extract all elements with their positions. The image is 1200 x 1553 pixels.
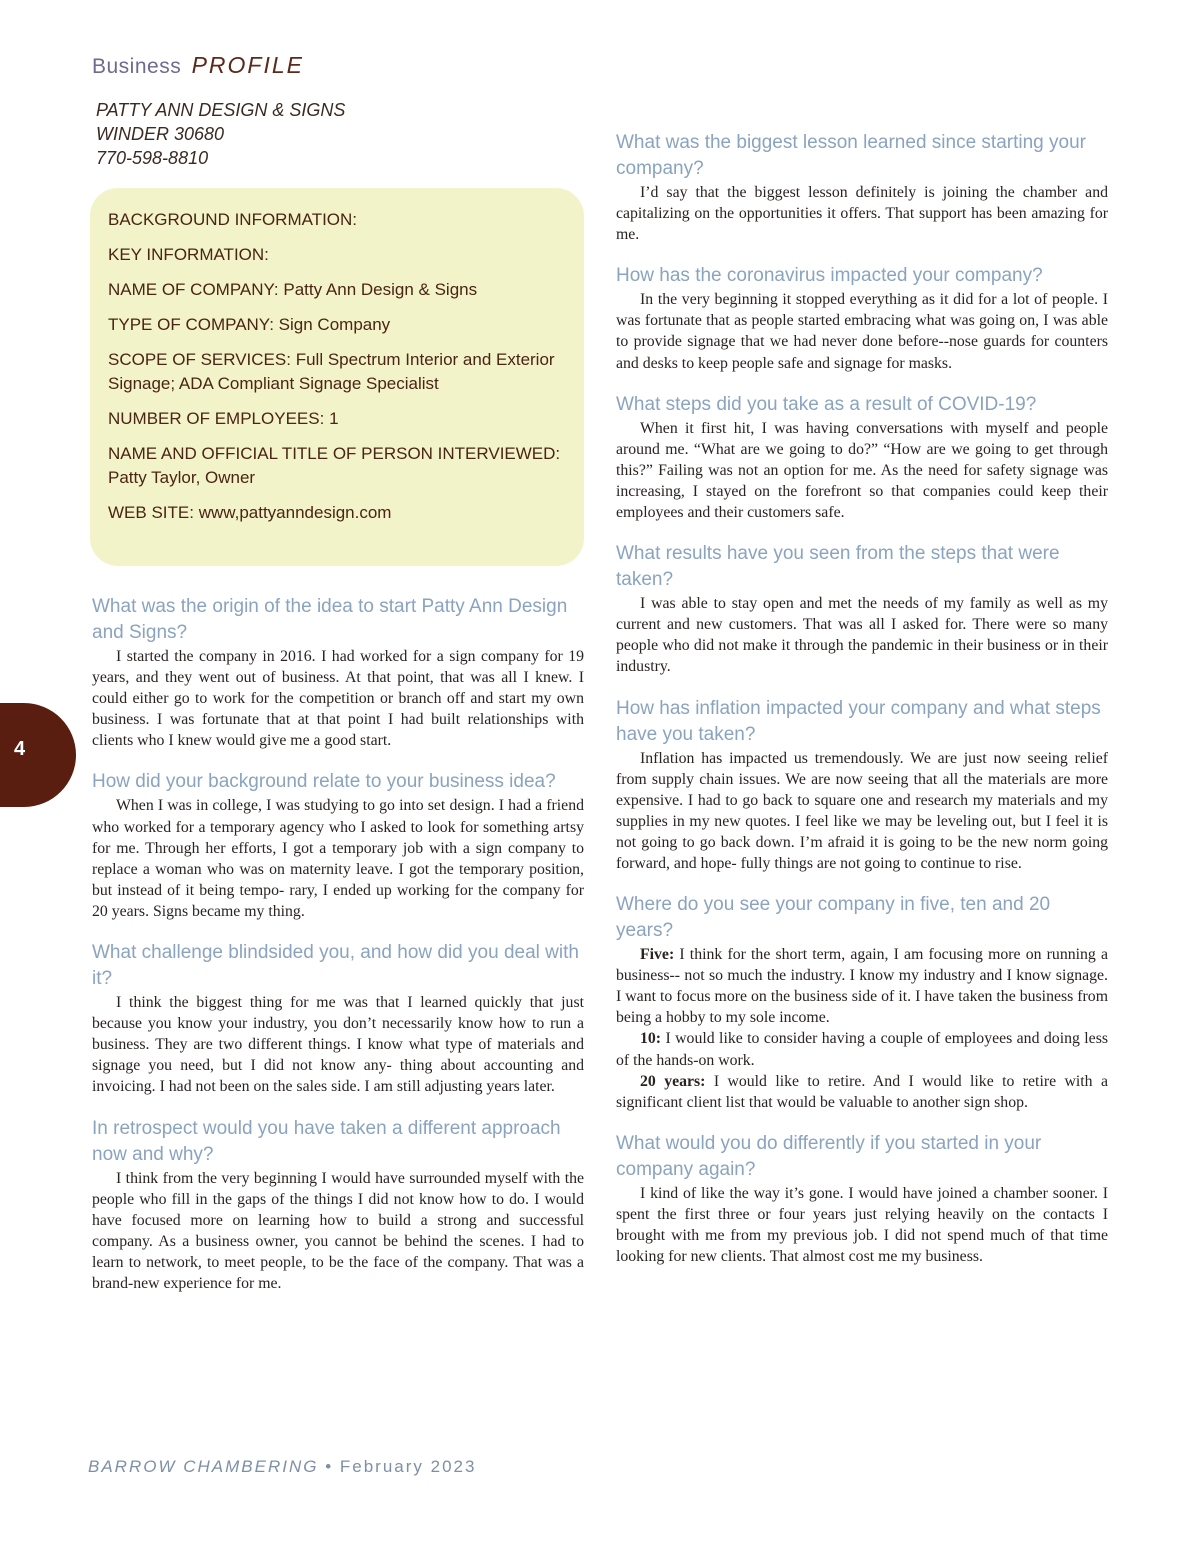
question-heading: What results have you seen from the steps that were taken? (616, 543, 1060, 591)
company-city-heading: WINDER 30680 (96, 124, 225, 144)
question-heading: In retrospect would you have taken a different approach now and why? (92, 1117, 561, 1165)
company-header (96, 98, 345, 170)
section-label (92, 52, 304, 79)
answer-paragraph: When it first hit, I was having conversations with myself and people around me. “What are we going to do?” “How are we going to get through this?” Failing was not an option for me. As the need for safety signage was increasing, I stayed on the forefront so that companies could keep their employees and their customers safe. (616, 419, 1108, 522)
background-info-box (90, 188, 584, 566)
info-scope-of-services: SCOPE OF SERVICES: Full Spectrum Interior and Exterior Signage; ADA Compliant Signage Specialist (108, 350, 555, 393)
section-label-word2: PROFILE (191, 52, 304, 78)
info-company-name: NAME OF COMPANY: Patty Ann Design & Signs (108, 280, 478, 299)
question-heading: What would you do differently if you started in your company again? (616, 1132, 1042, 1180)
company-phone-heading: 770-598-8810 (96, 148, 209, 168)
answer-paragraph: Inflation has impacted us tremendously. We are just now seeing relief from supply chain issues. We are now seeing that all the materials are more expensive. I had to go back to square one and research my materials and my supplies in my new quotes. I feel like we may be leveling out, but I feel it is not going to go back down. I’m afraid it is going to be the new norm going forward, and hope- fully things are not going to continue to rise. (616, 749, 1108, 872)
right-column (616, 130, 1108, 1285)
answer-paragraph: When I was in college, I was studying to go into set design. I had a friend who worked for a temporary agency who I asked to look for something artsy for me. Through her efforts, I got a temporary job with a sign company to replace a woman who was on maternity leave. I got the temporary position, but instead of it being tempo- rary, I ended up working for the company for 20 years. Signs became my thing. (92, 797, 584, 920)
info-number-of-employees: NUMBER OF EMPLOYEES: 1 (108, 409, 339, 428)
footer-publication: BARROW CHAMBERING (88, 1457, 319, 1476)
footer-separator: • (318, 1457, 340, 1476)
answer-paragraph: I’d say that the biggest lesson definitely is joining the chamber and capitalizing on the opportunities it offers. That support has been amazing for me. (616, 184, 1108, 244)
answer-multipart (616, 944, 1108, 1113)
answer-five-years: Five: I think for the short term, again, I am focusing more on running a business-- not so much the industry. I know my industry and I know signage. I want to focus more on the business side of it. I have taken the business from being a hobby to my sole income. (616, 946, 1108, 1027)
question-heading: What was the biggest lesson learned since starting your company? (616, 132, 1086, 179)
footer-date: February 2023 (339, 1457, 477, 1476)
question-heading: What was the origin of the idea to start Patty Ann Design and Signs? (92, 596, 568, 643)
key-info-heading: KEY INFORMATION: (108, 245, 269, 264)
answer-paragraph: In the very beginning it stopped everything as it did for a lot of people. I was fortunate that as people started embracing what was going on, I was able to provide signage that we had never done before--nose guards for counters and desks to keep people safe and signage for masks. (616, 291, 1108, 372)
left-column (92, 594, 584, 1312)
question-heading: How has the coronavirus impacted your company? (616, 265, 1043, 287)
company-name-heading: PATTY ANN DESIGN & SIGNS (96, 100, 346, 120)
page-number: 4 (14, 738, 26, 760)
answer-ten-years: 10: I would like to consider having a couple of employees and doing less of the hands-on work. (616, 1030, 1108, 1069)
background-info-heading: BACKGROUND INFORMATION: (108, 210, 358, 229)
question-heading: What steps did you take as a result of COVID-19? (616, 393, 1037, 415)
answer-twenty-years: 20 years: I would like to retire. And I would like to retire with a significant client list that would be valuable to another sign shop. (616, 1072, 1108, 1111)
question-heading: What challenge blindsided you, and how did you deal with it? (92, 942, 579, 990)
info-person-interviewed: NAME AND OFFICIAL TITLE OF PERSON INTERVIEWED: Patty Taylor, Owner (108, 444, 561, 487)
page-number-tab (0, 703, 76, 807)
info-website: WEB SITE: www,pattyanndesign.com (108, 503, 392, 522)
question-heading: How has inflation impacted your company and what steps have you taken? (616, 697, 1101, 745)
answer-paragraph: I started the company in 2016. I had worked for a sign company for 19 years, and they went out of business. At that point, that was all I knew. I could either go to work for the competition or branch off and start my own business. I was fortunate that at that point I had built relationships with clients who I knew would give me a good start. (92, 648, 584, 750)
answer-paragraph: I kind of like the way it’s gone. I would have joined a chamber sooner. I spent the first three or four years just relying heavily on the contacts I brought with me from my previous job. I did not spend much of that time looking for new clients. That almost cost me my business. (616, 1184, 1108, 1266)
footer (88, 1457, 476, 1477)
question-heading: Where do you see your company in five, ten and 20 years? (616, 894, 1051, 942)
info-company-type: TYPE OF COMPANY: Sign Company (108, 315, 391, 334)
section-label-word1: Business (92, 55, 182, 78)
question-heading: How did your background relate to your business idea? (92, 771, 556, 793)
answer-paragraph: I think from the very beginning I would have surrounded myself with the people who fill in the gaps of the things I did not know how to do. I would have focused more on learning how to build a strong and successful company. As a business owner, you cannot be behind the scenes. I had to learn to network, to meet people, to be the face of the company. That was a brand-new experience for me. (92, 1169, 584, 1292)
answer-paragraph: I think the biggest thing for me was that I learned quickly that just because you know your industry, you don’t necessarily know how to run a business. They are two different things. I know what type of materials and signage you need, but I did not know any- thing about accounting and invoicing. I had not been on the sales side. I am still adjusting years later. (92, 994, 584, 1096)
answer-paragraph: I was able to stay open and met the needs of my family as well as my current and new customers. That was all I asked for. There were so many people who did not make it through the pandemic in their business or in their industry. (616, 595, 1108, 676)
